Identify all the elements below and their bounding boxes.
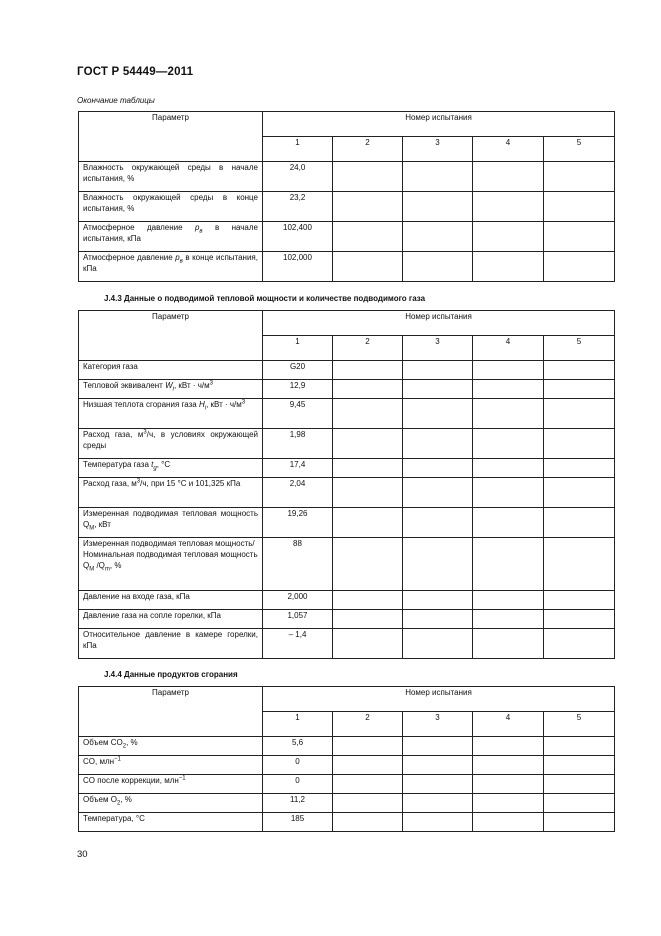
row-value-1: 24,0: [263, 162, 333, 192]
table-row: [79, 794, 615, 813]
row-value-1: 19,26: [263, 508, 333, 538]
header-parameter: Параметр: [79, 687, 263, 737]
table-combustion-products: [78, 686, 615, 832]
header-num-1: 1: [263, 336, 333, 361]
table-row: [79, 737, 615, 756]
table-row: [79, 775, 615, 794]
row-label: Расход газа, $м^3/ч$, при 15 °С и 101,325 кПа: [79, 478, 263, 508]
header-test-number: Номер испытания: [263, 112, 615, 137]
table-row: [79, 459, 615, 478]
row-value-1: 0: [263, 756, 333, 775]
row-value-1: 102,400: [263, 222, 333, 252]
table-row: [79, 222, 615, 252]
header-num-2: 2: [333, 336, 403, 361]
header-num-3: 3: [403, 712, 473, 737]
row-label: Давление газа на сопле горелки, кПа: [79, 610, 263, 629]
header-parameter: Параметр: [79, 112, 263, 162]
row-value-1: 2,04: [263, 478, 333, 508]
header-num-1: 1: [263, 137, 333, 162]
row-value-1: G20: [263, 361, 333, 380]
page-number: 30: [77, 849, 88, 860]
row-value-1: 5,6: [263, 737, 333, 756]
row-value-1: 1,057: [263, 610, 333, 629]
header-num-3: 3: [403, 336, 473, 361]
row-value-1: 23,2: [263, 192, 333, 222]
table-row: [79, 591, 615, 610]
table-row: [79, 192, 615, 222]
row-value-1: 1,98: [263, 429, 333, 459]
table-row: [79, 478, 615, 508]
table-row: [79, 756, 615, 775]
row-label: Измеренная подводимая тепловая мощность $Q_M$, кВт: [79, 508, 263, 538]
table-row: [79, 252, 615, 282]
table-row: [79, 508, 615, 538]
row-value-1: 102,000: [263, 252, 333, 282]
table-row: [79, 629, 615, 659]
row-label: Атмосферное давление $p_в$ в начале испытания, кПа: [79, 222, 263, 252]
table-row: [79, 162, 615, 192]
row-value-1: 9,45: [263, 399, 333, 429]
row-label: Влажность окружающей среды в начале испытания, %: [79, 162, 263, 192]
row-value-1: 2,000: [263, 591, 333, 610]
row-label: Низшая теплота сгорания газа $H_i$, кВт · $ч/м^3$: [79, 399, 263, 429]
row-label: Категория газа: [79, 361, 263, 380]
table-row: [79, 813, 615, 832]
row-label: Тепловой эквивалент $W_i$, кВт · $ч/м^3$: [79, 380, 263, 399]
table-continuation-caption: Окончание таблицы: [77, 96, 155, 105]
table-environment: [78, 111, 615, 282]
section-title-gas-input: J.4.3 Данные о подводимой тепловой мощности и количестве подводимого газа: [104, 294, 426, 303]
header-num-5: 5: [544, 336, 615, 361]
row-label: Объем $CO_2$, %: [79, 737, 263, 756]
header-num-2: 2: [333, 712, 403, 737]
table-row: [79, 380, 615, 399]
header-num-5: 5: [544, 137, 615, 162]
row-label: CO, млн$^{-1}$: [79, 756, 263, 775]
row-value-1: – 1,4: [263, 629, 333, 659]
row-label: Относительное давление в камере горелки, кПа: [79, 629, 263, 659]
row-label: Влажность окружающей среды в конце испытания, %: [79, 192, 263, 222]
header-test-number: Номер испытания: [263, 687, 615, 712]
row-value-1: 0: [263, 775, 333, 794]
header-num-5: 5: [544, 712, 615, 737]
header-num-2: 2: [333, 137, 403, 162]
row-value-1: 11,2: [263, 794, 333, 813]
table-row: [79, 429, 615, 459]
header-num-1: 1: [263, 712, 333, 737]
row-label: Объем $O_2$, %: [79, 794, 263, 813]
row-label: Расход газа, $м^3/ч$, в условиях окружающей среды: [79, 429, 263, 459]
row-value-1: 17,4: [263, 459, 333, 478]
document-code: ГОСТ Р 54449—2011: [77, 66, 194, 78]
row-label: Атмосферное давление $p_в$ в конце испытания, кПа: [79, 252, 263, 282]
table-row: [79, 399, 615, 429]
row-label: CO после коррекции, млн$^{-1}$: [79, 775, 263, 794]
header-num-3: 3: [403, 137, 473, 162]
header-num-4: 4: [473, 336, 544, 361]
row-label: Температура, °С: [79, 813, 263, 832]
row-value-1: 88: [263, 538, 333, 591]
header-parameter: Параметр: [79, 311, 263, 361]
table-row: [79, 538, 615, 591]
row-label: Измеренная подводимая тепловая мощность/Номинальная подводимая тепловая мощность $Q_M$ $/Q_m$, %: [79, 538, 263, 591]
row-value-1: 12,9: [263, 380, 333, 399]
row-value-1: 185: [263, 813, 333, 832]
header-test-number: Номер испытания: [263, 311, 615, 336]
table-row: [79, 361, 615, 380]
row-label: Давление на входе газа, кПа: [79, 591, 263, 610]
table-row: [79, 610, 615, 629]
header-num-4: 4: [473, 137, 544, 162]
table-gas-input: [78, 310, 615, 659]
row-label: Температура газа $t_g$, °С: [79, 459, 263, 478]
header-num-4: 4: [473, 712, 544, 737]
section-title-combustion-products: J.4.4 Данные продуктов сгорания: [104, 670, 238, 679]
